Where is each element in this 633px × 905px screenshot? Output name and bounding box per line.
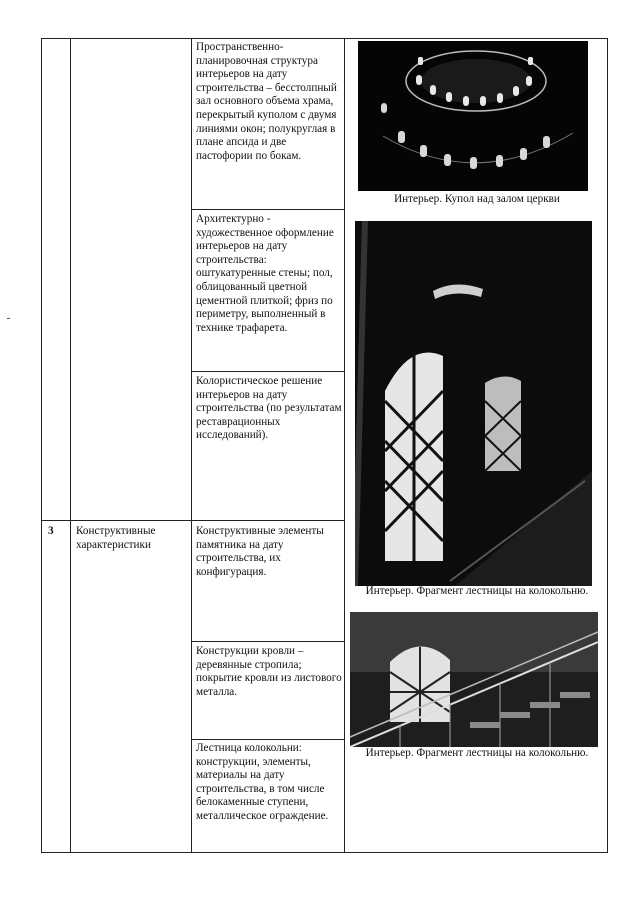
spatial-structure-text: Пространственно-планировочная структура интерьеров на дату строительства – бесстолпный зал основного объема храма, перекрытый куполом с двумя линиями окон; полукруглая в плане апсида и две пастофории по бокам. (196, 41, 337, 162)
architectural-decoration-text: Архитектурно - художественное оформление интерьеров на дату строительства: оштукатуренные стены; пол, облицованный цветной цементной плиткой; фриз по периметру, выполненный в технике трафарета. (196, 213, 334, 334)
row-number: 3 (48, 525, 54, 537)
structural-elements-text: Конструктивные элементы памятника на дату строительства, их конфигурация. (196, 525, 324, 578)
row-divider (191, 739, 344, 740)
stair-caption-1: Интерьер. Фрагмент лестницы на колокольню. (365, 585, 589, 597)
row-divider (191, 209, 344, 210)
row-divider (42, 520, 344, 521)
characteristic-name: Конструктивные характеристики (76, 525, 156, 551)
dome-photo (358, 41, 588, 191)
stair-caption-2: Интерьер. Фрагмент лестницы на колокольню. (365, 747, 589, 759)
dome-caption: Интерьер. Купол над залом церкви (394, 193, 560, 205)
row-divider (191, 371, 344, 372)
row-divider (191, 641, 344, 642)
characteristics-table (41, 38, 608, 853)
column-divider (344, 39, 345, 852)
stair-window-photo (355, 221, 592, 586)
color-solution-text: Колористическое решение интерьеров на дату строительства (по результатам реставрационных исследований). (196, 375, 342, 442)
column-divider (70, 39, 71, 852)
roof-structure-text: Конструкции кровли – деревянные стропила; покрытие кровли из листового металла. (196, 645, 342, 698)
staircase-text: Лестница колокольни: конструкции, элементы, материалы на дату строительства, в том числе белокаменные ступени, металлическое ограждение. (196, 742, 329, 822)
staircase-photo (350, 612, 598, 747)
column-divider (191, 39, 192, 852)
margin-mark (7, 318, 10, 319)
